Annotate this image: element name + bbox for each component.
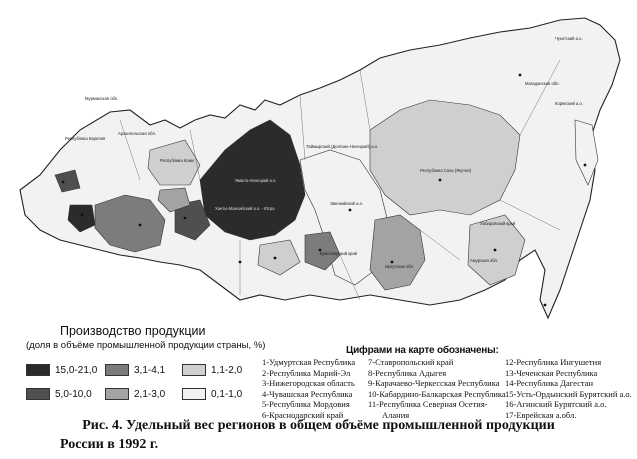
legend-label: 0,1-1,0 [211, 388, 243, 400]
label-karelia: Республика Карелия [65, 136, 106, 141]
label-krasnoyarsk: Красноярский край [320, 251, 358, 256]
numbered-item: Алания [382, 409, 410, 420]
legend-title: Производство продукции [60, 324, 206, 338]
label-koryak: Корякский а.о. [555, 101, 583, 106]
legend-item-3 [105, 364, 165, 376]
label-taymyr: Таймырский (Долгано-Ненецкий) а.о. [306, 144, 379, 149]
legend-item-2 [26, 388, 92, 400]
numbered-col-2 [368, 357, 506, 421]
legend-item-6 [182, 388, 242, 400]
legend-swatch [182, 388, 206, 400]
label-yakutia: Республика Саха (Якутия) [420, 168, 472, 173]
numbered-item: 1-Удмуртская Республика [262, 357, 356, 367]
legend-label: 1,1-2,0 [211, 364, 243, 376]
numbered-item: 3-Нижегородская область [262, 378, 355, 389]
label-khmao: Ханты-Мансийский а.о. - Югра [215, 206, 275, 211]
numbered-item: 14-Республика Дагестан [505, 378, 594, 389]
numbered-item: 6-Краснодарский край [262, 409, 344, 420]
legend-label: 15,0-21,0 [55, 364, 98, 376]
numbered-item: 13-Чеченская Республика [505, 367, 598, 378]
legend-item-1 [26, 364, 97, 376]
numbered-header: Цифрами на карте обозначены: [346, 345, 499, 356]
numbered-item: 9-Карачаево-Черкесская Республика [368, 378, 500, 389]
numbered-item: 8-Республика Адыгея [368, 367, 447, 378]
label-arkhangelsk: Архангельская обл. [118, 131, 156, 136]
numbered-item: 7-Ставропольский край [368, 357, 454, 367]
label-magadan: Магаданская обл. [525, 81, 560, 86]
numbered-item: 4-Чувашская Республика [262, 388, 353, 399]
numbered-item: 17-Еврейская а.обл. [505, 409, 577, 420]
label-komi: Республика Коми [160, 158, 194, 163]
label-yamal: Ямало-Ненецкий а.о. [235, 178, 277, 183]
numbered-item: 12-Республика Ингушетия [505, 357, 602, 367]
region-yakutia [370, 100, 520, 215]
legend-swatch [182, 364, 206, 376]
numbered-item: 16-Агинский Бурятский а.о. [505, 399, 607, 410]
legend-label: 2,1-3,0 [134, 388, 166, 400]
figure-caption-line2: России в 1992 г. [60, 437, 159, 452]
label-khabarovsk: Хабаровский край [480, 221, 516, 226]
legend-subtitle: (доля в объёме промышленной продукции страны, %) [26, 340, 266, 351]
legend-item-5 [182, 364, 242, 376]
legend-label: 3,1-4,1 [134, 364, 166, 376]
numbered-col-1 [262, 357, 355, 421]
numbered-item: 15-Усть-Ордынский Бурятский а.о. [505, 388, 632, 399]
numbered-item: 11-Республика Северная Осетия- [368, 399, 488, 410]
numbered-item: 5-Республика Мордовия [262, 399, 350, 410]
label-chukotka: Чукотский а.о. [555, 36, 583, 41]
label-murmansk: Мурманская обл. [85, 96, 119, 101]
numbered-item: 2-Республика Марий-Эл [262, 367, 351, 378]
numbered-col-3 [505, 357, 632, 421]
legend-swatch [26, 388, 50, 400]
legend-swatch [105, 388, 129, 400]
label-amur: Амурская обл. [470, 258, 499, 263]
legend-item-4 [105, 388, 165, 400]
legend-label: 5,0-10,0 [55, 388, 92, 400]
legend-swatch [105, 364, 129, 376]
legend-swatch [26, 364, 50, 376]
label-evenk: Эвенкийский а.о. [330, 201, 364, 206]
numbered-item: 10-Кабардино-Балкарская Республика [368, 388, 506, 399]
figure-caption-line1: Рис. 4. Удельный вес регионов в общем объёме промышленной продукции [82, 418, 555, 433]
label-irkutsk: Иркутская обл. [385, 264, 415, 269]
